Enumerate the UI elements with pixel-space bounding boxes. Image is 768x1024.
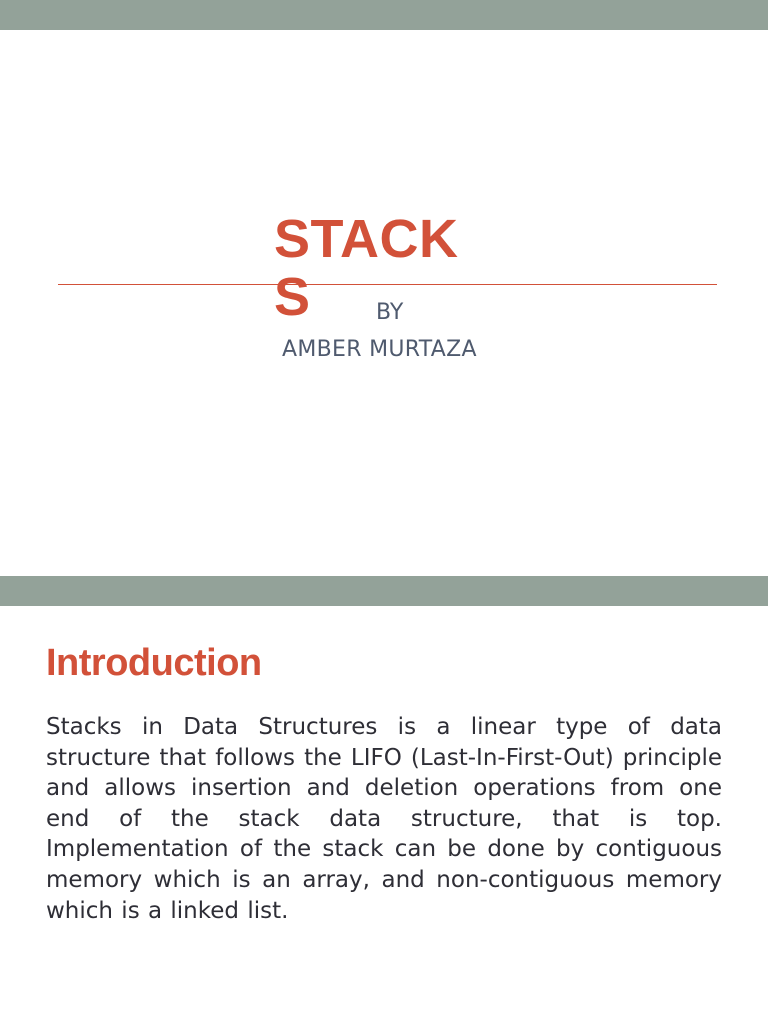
author-name: AMBER MURTAZA [282, 337, 477, 362]
title-divider-line [58, 284, 717, 285]
title-slide[interactable] [0, 30, 768, 576]
slide-heading: Introduction [46, 642, 262, 684]
by-label: BY [376, 300, 404, 325]
slide-body-paragraph: Stacks in Data Structures is a linear type of data structure that follows the LIFO (Last-In-First-Out) principle and allows insertion and deletion operations from one end of the stack data structure, that is top. Implementation of the stack can be done by contiguous memory which is an array, and non-contiguous memory which is a linked list. [46, 714, 722, 924]
slide-title: STACKS [274, 209, 459, 327]
slide-top-band [0, 0, 768, 30]
introduction-slide[interactable] [0, 606, 768, 1024]
slide-separator-band [0, 576, 768, 606]
